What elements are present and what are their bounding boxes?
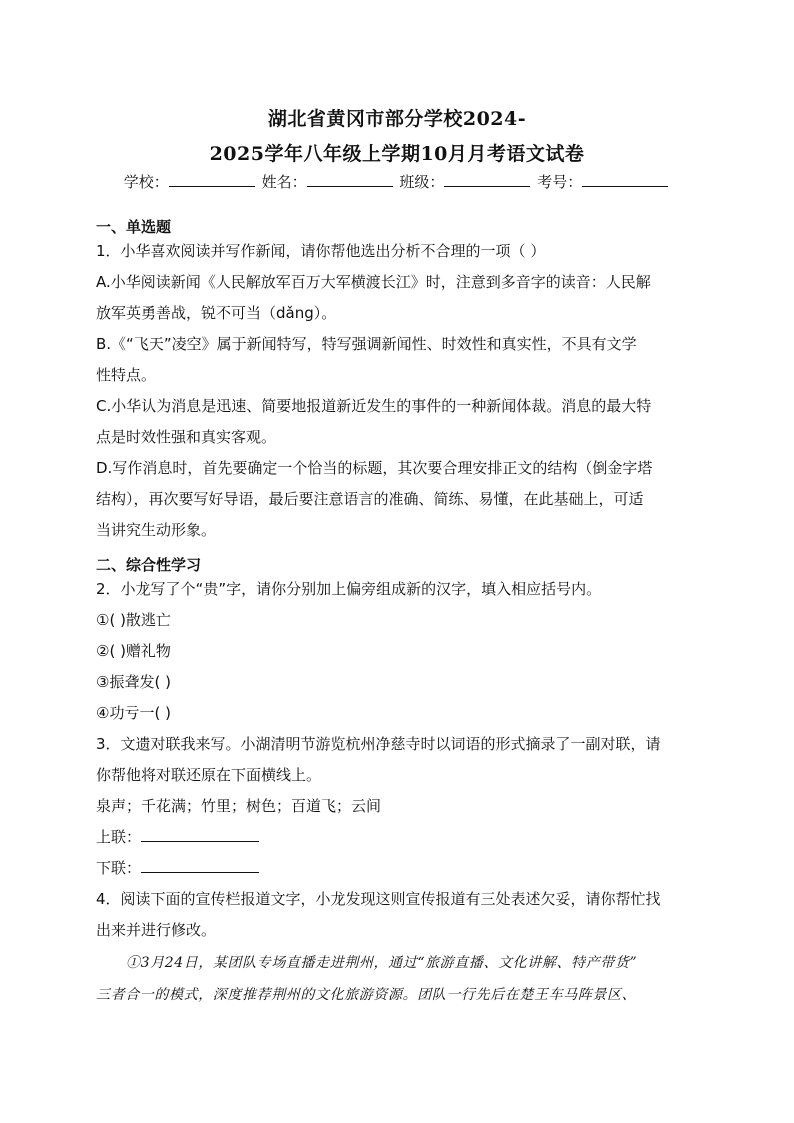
q2-item-3: ③振聋发( ) — [96, 673, 171, 691]
q4-stem-line1: 4．阅读下面的宣传栏报道文字，小龙发现这则宣传报道有三处表述欠妥，请你帮忙找 — [96, 890, 661, 908]
exam-title-line1: 湖北省黄冈市部分学校2024- — [267, 108, 527, 130]
q1-option-c-line1: C.小华认为消息是迅速、简要地报道新近发生的事件的一种新闻体裁。消息的最大特 — [96, 397, 652, 415]
q1-option-b-line1: B.《“飞天”凌空》属于新闻特写，特写强调新闻性、时效性和真实性，不具有文学 — [96, 335, 637, 353]
q3-word-list: 泉声；千花满；竹里；树色；百道飞；云间 — [96, 797, 382, 815]
q2-stem: 2．小龙写了个“贵”字，请你分别加上偏旁组成新的汉字，填入相应括号内。 — [96, 580, 602, 598]
q4-stem-line2: 出来并进行修改。 — [96, 921, 217, 939]
q1-option-c-line2: 点是时效性强和真实客观。 — [96, 428, 277, 446]
q2-item-4: ④功亏一( ) — [96, 704, 171, 722]
q2-item-2: ②( )赠礼物 — [96, 642, 171, 660]
exam-number-blank[interactable] — [582, 172, 668, 187]
student-info-row — [0, 171, 794, 192]
q3-stem-line1: 3．文遗对联我来写。小湖清明节游览杭州净慈寺时以词语的形式摘录了一副对联，请 — [96, 735, 661, 753]
passage-line1: ①3月24日，某团队专场直播走进荆州，通过“旅游直播、文化讲解、特产带货” — [126, 955, 638, 971]
exam-title-line2: 2025学年八年级上学期10月月考语文试卷 — [209, 143, 585, 165]
q1-option-d-line2: 结构），再次要写好导语，最后要注意语言的准确、简练、易懂，在此基础上，可适 — [96, 490, 644, 508]
q3-lower-couplet — [96, 857, 706, 878]
passage-line2: 三者合一的模式，深度推荐荆州的文化旅游资源。团队一行先后在楚王车马阵景区、 — [96, 987, 637, 1003]
exam-number-label: 考号： — [537, 173, 583, 191]
upper-couplet-label: 上联： — [96, 828, 142, 846]
lower-couplet-label: 下联： — [96, 859, 142, 877]
q1-option-b-line2: 性特点。 — [96, 366, 157, 384]
q3-upper-couplet — [96, 826, 706, 847]
name-label: 姓名： — [261, 173, 307, 191]
upper-couplet-blank[interactable] — [141, 827, 259, 842]
name-blank[interactable] — [307, 172, 393, 187]
lower-couplet-blank[interactable] — [141, 858, 259, 873]
class-blank[interactable] — [444, 172, 530, 187]
q1-option-d-line1: D.写作消息时，首先要确定一个恰当的标题，其次要合理安排正文的结构（倒金字塔 — [96, 459, 653, 477]
school-label: 学校： — [123, 173, 169, 191]
section2-heading: 二、综合性学习 — [96, 556, 202, 574]
q1-stem: 1．小华喜欢阅读并写作新闻，请你帮他选出分析不合理的一项（ ） — [96, 242, 546, 260]
class-label: 班级： — [399, 173, 445, 191]
school-blank[interactable] — [169, 172, 255, 187]
q1-option-a-line2: 放军英勇善战，锐不可当（dǎng）。 — [96, 304, 337, 322]
q1-option-d-line3: 当讲究生动形象。 — [96, 521, 217, 539]
q3-stem-line2: 你帮他将对联还原在下面横线上。 — [96, 766, 322, 784]
q1-option-a-line1: A.小华阅读新闻《人民解放军百万大军横渡长江》时，注意到多音字的读音：人民解 — [96, 273, 651, 291]
section1-heading: 一、单选题 — [96, 218, 172, 236]
q2-item-1: ①( )散逃亡 — [96, 611, 171, 629]
